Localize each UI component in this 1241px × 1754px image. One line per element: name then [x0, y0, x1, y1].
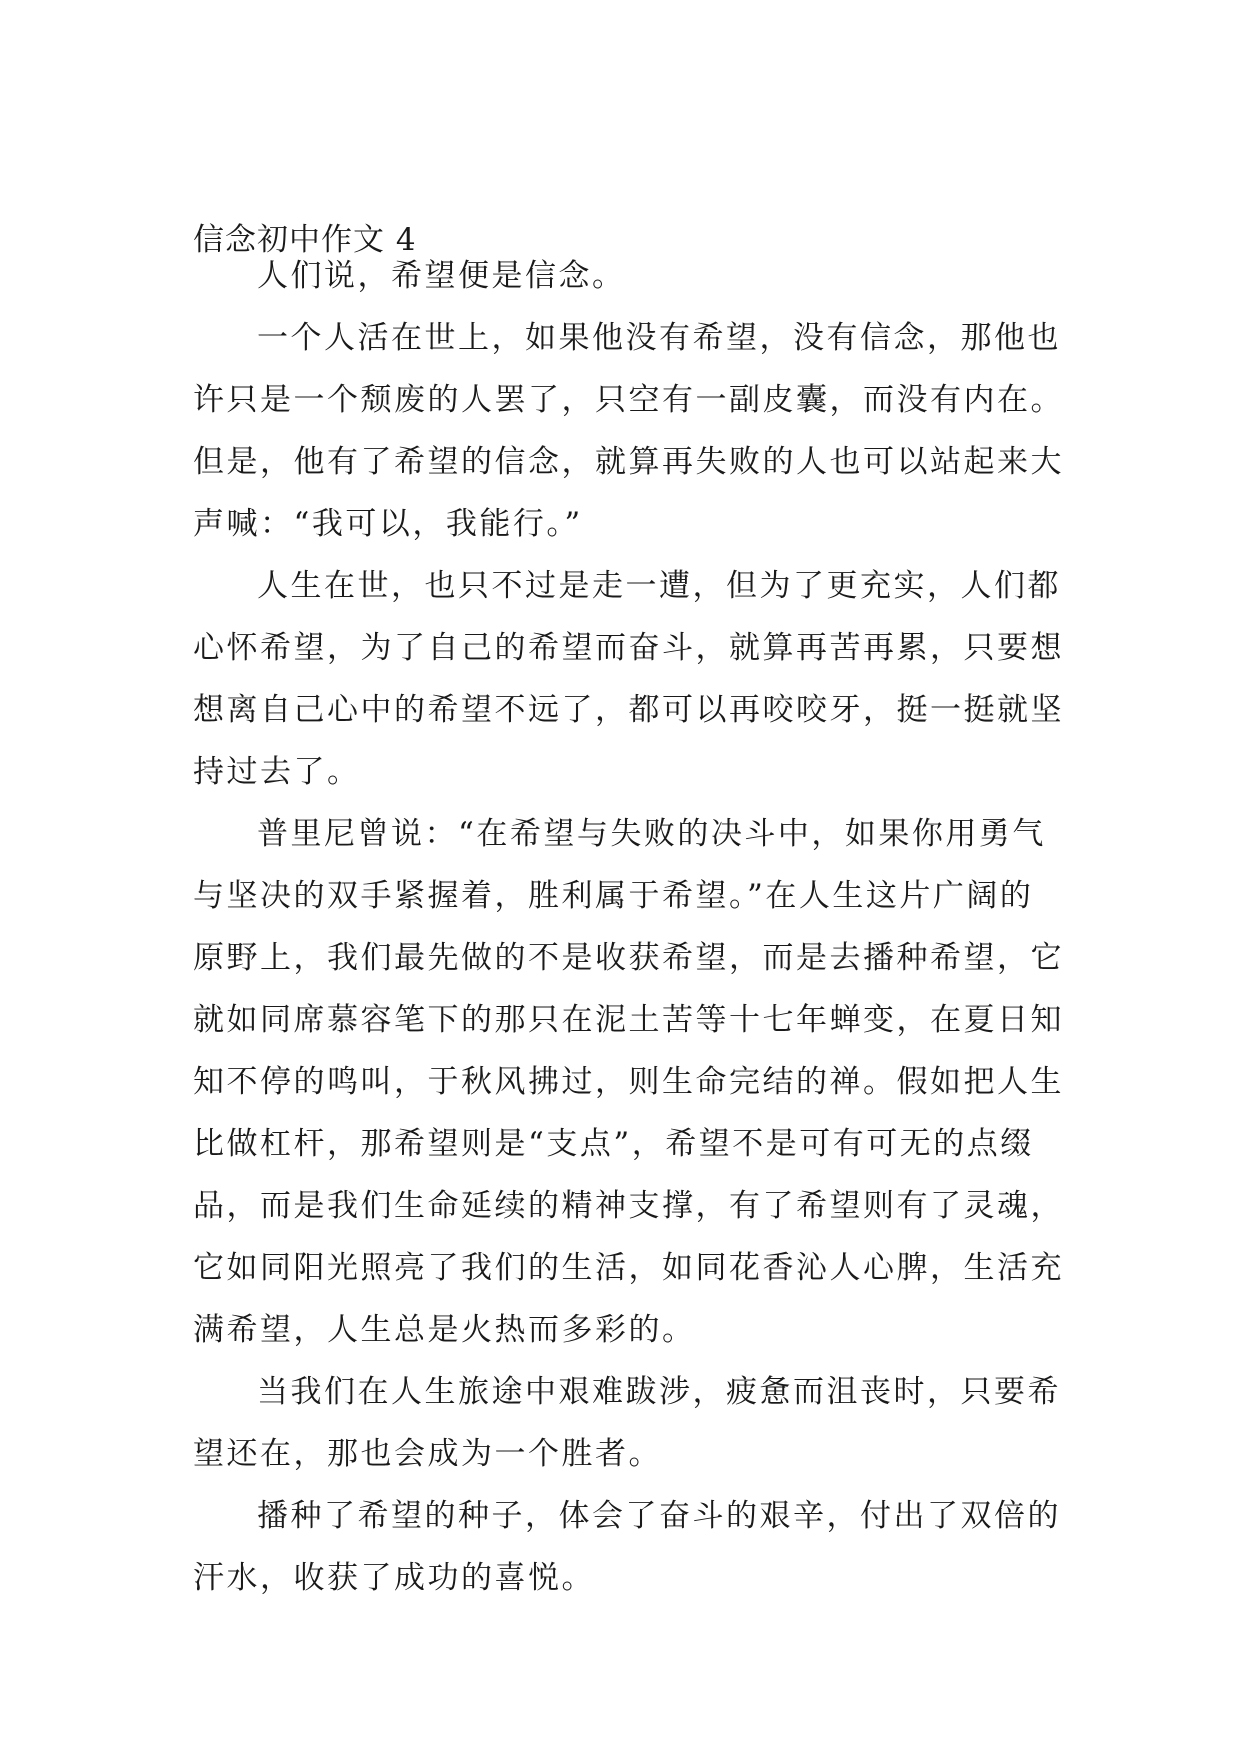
paragraph-3	[193, 555, 1073, 803]
text-line: 人生在世，也只不过是走一遭，但为了更充实，人们都	[257, 568, 1061, 604]
text-line: 但是，他有了希望的信念，就算再失败的人也可以站起来大	[193, 444, 1064, 480]
text-line: 声喊：“我可以，我能行。”	[193, 506, 583, 542]
text-line: 与坚决的双手紧握着，胜利属于希望。”在人生这片广阔的	[193, 878, 1034, 914]
text-line: 播种了希望的种子，体会了奋斗的艰辛，付出了双倍的	[257, 1498, 1061, 1534]
paragraph-1	[193, 245, 1073, 307]
text-line: 普里尼曾说：“在希望与失败的决斗中，如果你用勇气	[257, 816, 1046, 852]
text-line: 当我们在人生旅途中艰难跋涉，疲惫而沮丧时，只要希	[257, 1374, 1061, 1410]
text-line: 汗水，收获了成功的喜悦。	[193, 1560, 595, 1596]
text-line: 许只是一个颓废的人罢了，只空有一副皮囊，而没有内在。	[193, 382, 1064, 418]
text-line: 比做杠杆，那希望则是“支点”，希望不是可有可无的点缀	[193, 1126, 1034, 1162]
paragraph-5	[193, 1361, 1073, 1485]
paragraph-6	[193, 1485, 1073, 1609]
text-line: 想离自己心中的希望不远了，都可以再咬咬牙，挺一挺就坚	[193, 692, 1064, 728]
text-line: 望还在，那也会成为一个胜者。	[193, 1436, 662, 1472]
text-line: 它如同阳光照亮了我们的生活，如同花香沁人心脾，生活充	[193, 1250, 1064, 1286]
text-line: 就如同席慕容笔下的那只在泥土苦等十七年蝉变，在夏日知	[193, 1002, 1064, 1038]
text-line: 原野上，我们最先做的不是收获希望，而是去播种希望，它	[193, 940, 1064, 976]
text-line: 人们说，希望便是信念。	[257, 258, 626, 294]
text-line: 品，而是我们生命延续的精神支撑，有了希望则有了灵魂，	[193, 1188, 1064, 1224]
text-line: 一个人活在世上，如果他没有希望，没有信念，那他也	[257, 320, 1061, 356]
text-line: 满希望，人生总是火热而多彩的。	[193, 1312, 696, 1348]
paragraph-2	[193, 307, 1073, 555]
text-line: 持过去了。	[193, 754, 361, 790]
text-line: 知不停的鸣叫，于秋风拂过，则生命完结的禅。假如把人生	[193, 1064, 1064, 1100]
text-line: 心怀希望，为了自己的希望而奋斗，就算再苦再累，只要想	[193, 630, 1064, 666]
paragraph-4	[193, 803, 1073, 1361]
essay-title: 信念初中作文 4	[193, 222, 417, 258]
